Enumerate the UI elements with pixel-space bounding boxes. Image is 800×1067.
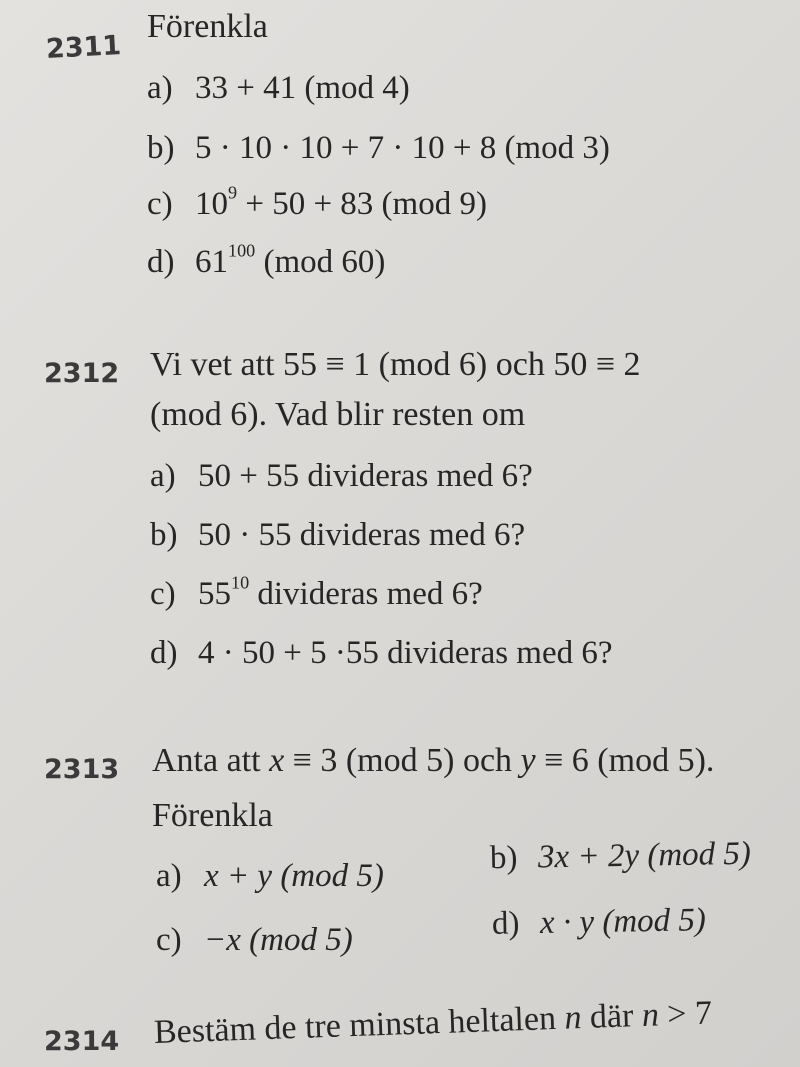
item-expression: x + y (mod 5) [204, 858, 384, 894]
power-exponent: 9 [228, 182, 238, 203]
list-item [150, 517, 525, 554]
power-base: 61 [195, 244, 228, 280]
problem-number: 2311 [45, 30, 122, 65]
problem-stem-line-1: Vi vet att 55 ≡ 1 (mod 6) och 50 ≡ 2 [150, 346, 641, 383]
item-expression [198, 572, 483, 613]
item-label: d) [491, 905, 520, 942]
variable-y: y [520, 742, 536, 779]
power-exponent: 10 [231, 572, 250, 593]
list-item [156, 858, 384, 895]
stem-text: ≡ 6 (mod 5). [535, 742, 715, 779]
problem-stem: Förenkla [147, 8, 268, 45]
variable-x: x [269, 742, 285, 779]
problem-stem-line-2: (mod 6). Vad blir resten om [150, 396, 526, 433]
item-label: a) [147, 70, 173, 106]
item-expression: 5 · 10 · 10 + 7 · 10 + 8 (mod 3) [195, 130, 610, 166]
expression-rest: + 50 + 83 (mod 9) [237, 186, 487, 222]
expression-rest: divideras med 6? [249, 576, 483, 612]
item-label: a) [156, 858, 182, 894]
stem-text: där [580, 996, 643, 1037]
item-expression: 4 · 50 + 5 ·55 divideras med 6? [198, 635, 613, 671]
problem-stem-line-1 [152, 742, 714, 780]
problem-number: 2313 [44, 754, 120, 785]
item-label: d) [147, 244, 175, 280]
item-expression: 50 · 55 divideras med 6? [198, 517, 526, 553]
stem-text: > 7 [658, 994, 713, 1034]
list-item [147, 240, 386, 281]
item-expression: −x (mod 5) [204, 922, 353, 958]
item-expression: x · y (mod 5) [539, 902, 707, 942]
problem-number: 2312 [44, 358, 120, 389]
item-expression: 33 + 41 (mod 4) [195, 70, 410, 106]
list-item [147, 182, 487, 223]
item-label: d) [150, 635, 178, 671]
list-item [150, 635, 613, 672]
list-item [150, 572, 483, 613]
item-expression [195, 182, 487, 223]
list-item [150, 458, 533, 495]
stem-text: ≡ 3 (mod 5) och [284, 742, 521, 779]
list-item [156, 922, 353, 959]
item-label: c) [156, 922, 182, 958]
item-label: b) [150, 517, 178, 553]
expression-rest: (mod 60) [255, 244, 386, 280]
item-label: b) [147, 130, 175, 166]
stem-text: Anta att [152, 742, 270, 779]
problem-stem-line-1 [153, 995, 712, 1052]
item-label: c) [150, 576, 176, 612]
variable-n: n [563, 999, 583, 1037]
list-item [147, 70, 410, 107]
power-base: 55 [198, 576, 231, 612]
item-label: c) [147, 186, 173, 222]
item-label: b) [489, 839, 518, 877]
problem-number: 2314 [44, 1026, 120, 1057]
problem-stem-line-2: Förenkla [152, 797, 273, 834]
list-item [492, 902, 706, 943]
power-exponent: 100 [228, 240, 256, 261]
item-expression: 50 + 55 divideras med 6? [198, 458, 533, 494]
variable-n: n [641, 996, 660, 1034]
item-expression: 3x + 2y (mod 5) [537, 835, 752, 876]
item-label: a) [150, 458, 176, 494]
power-base: 10 [195, 186, 228, 222]
list-item [147, 130, 610, 167]
list-item [490, 836, 751, 878]
item-expression [195, 240, 386, 281]
stem-text: Bestäm de tre minsta heltalen [153, 999, 566, 1051]
